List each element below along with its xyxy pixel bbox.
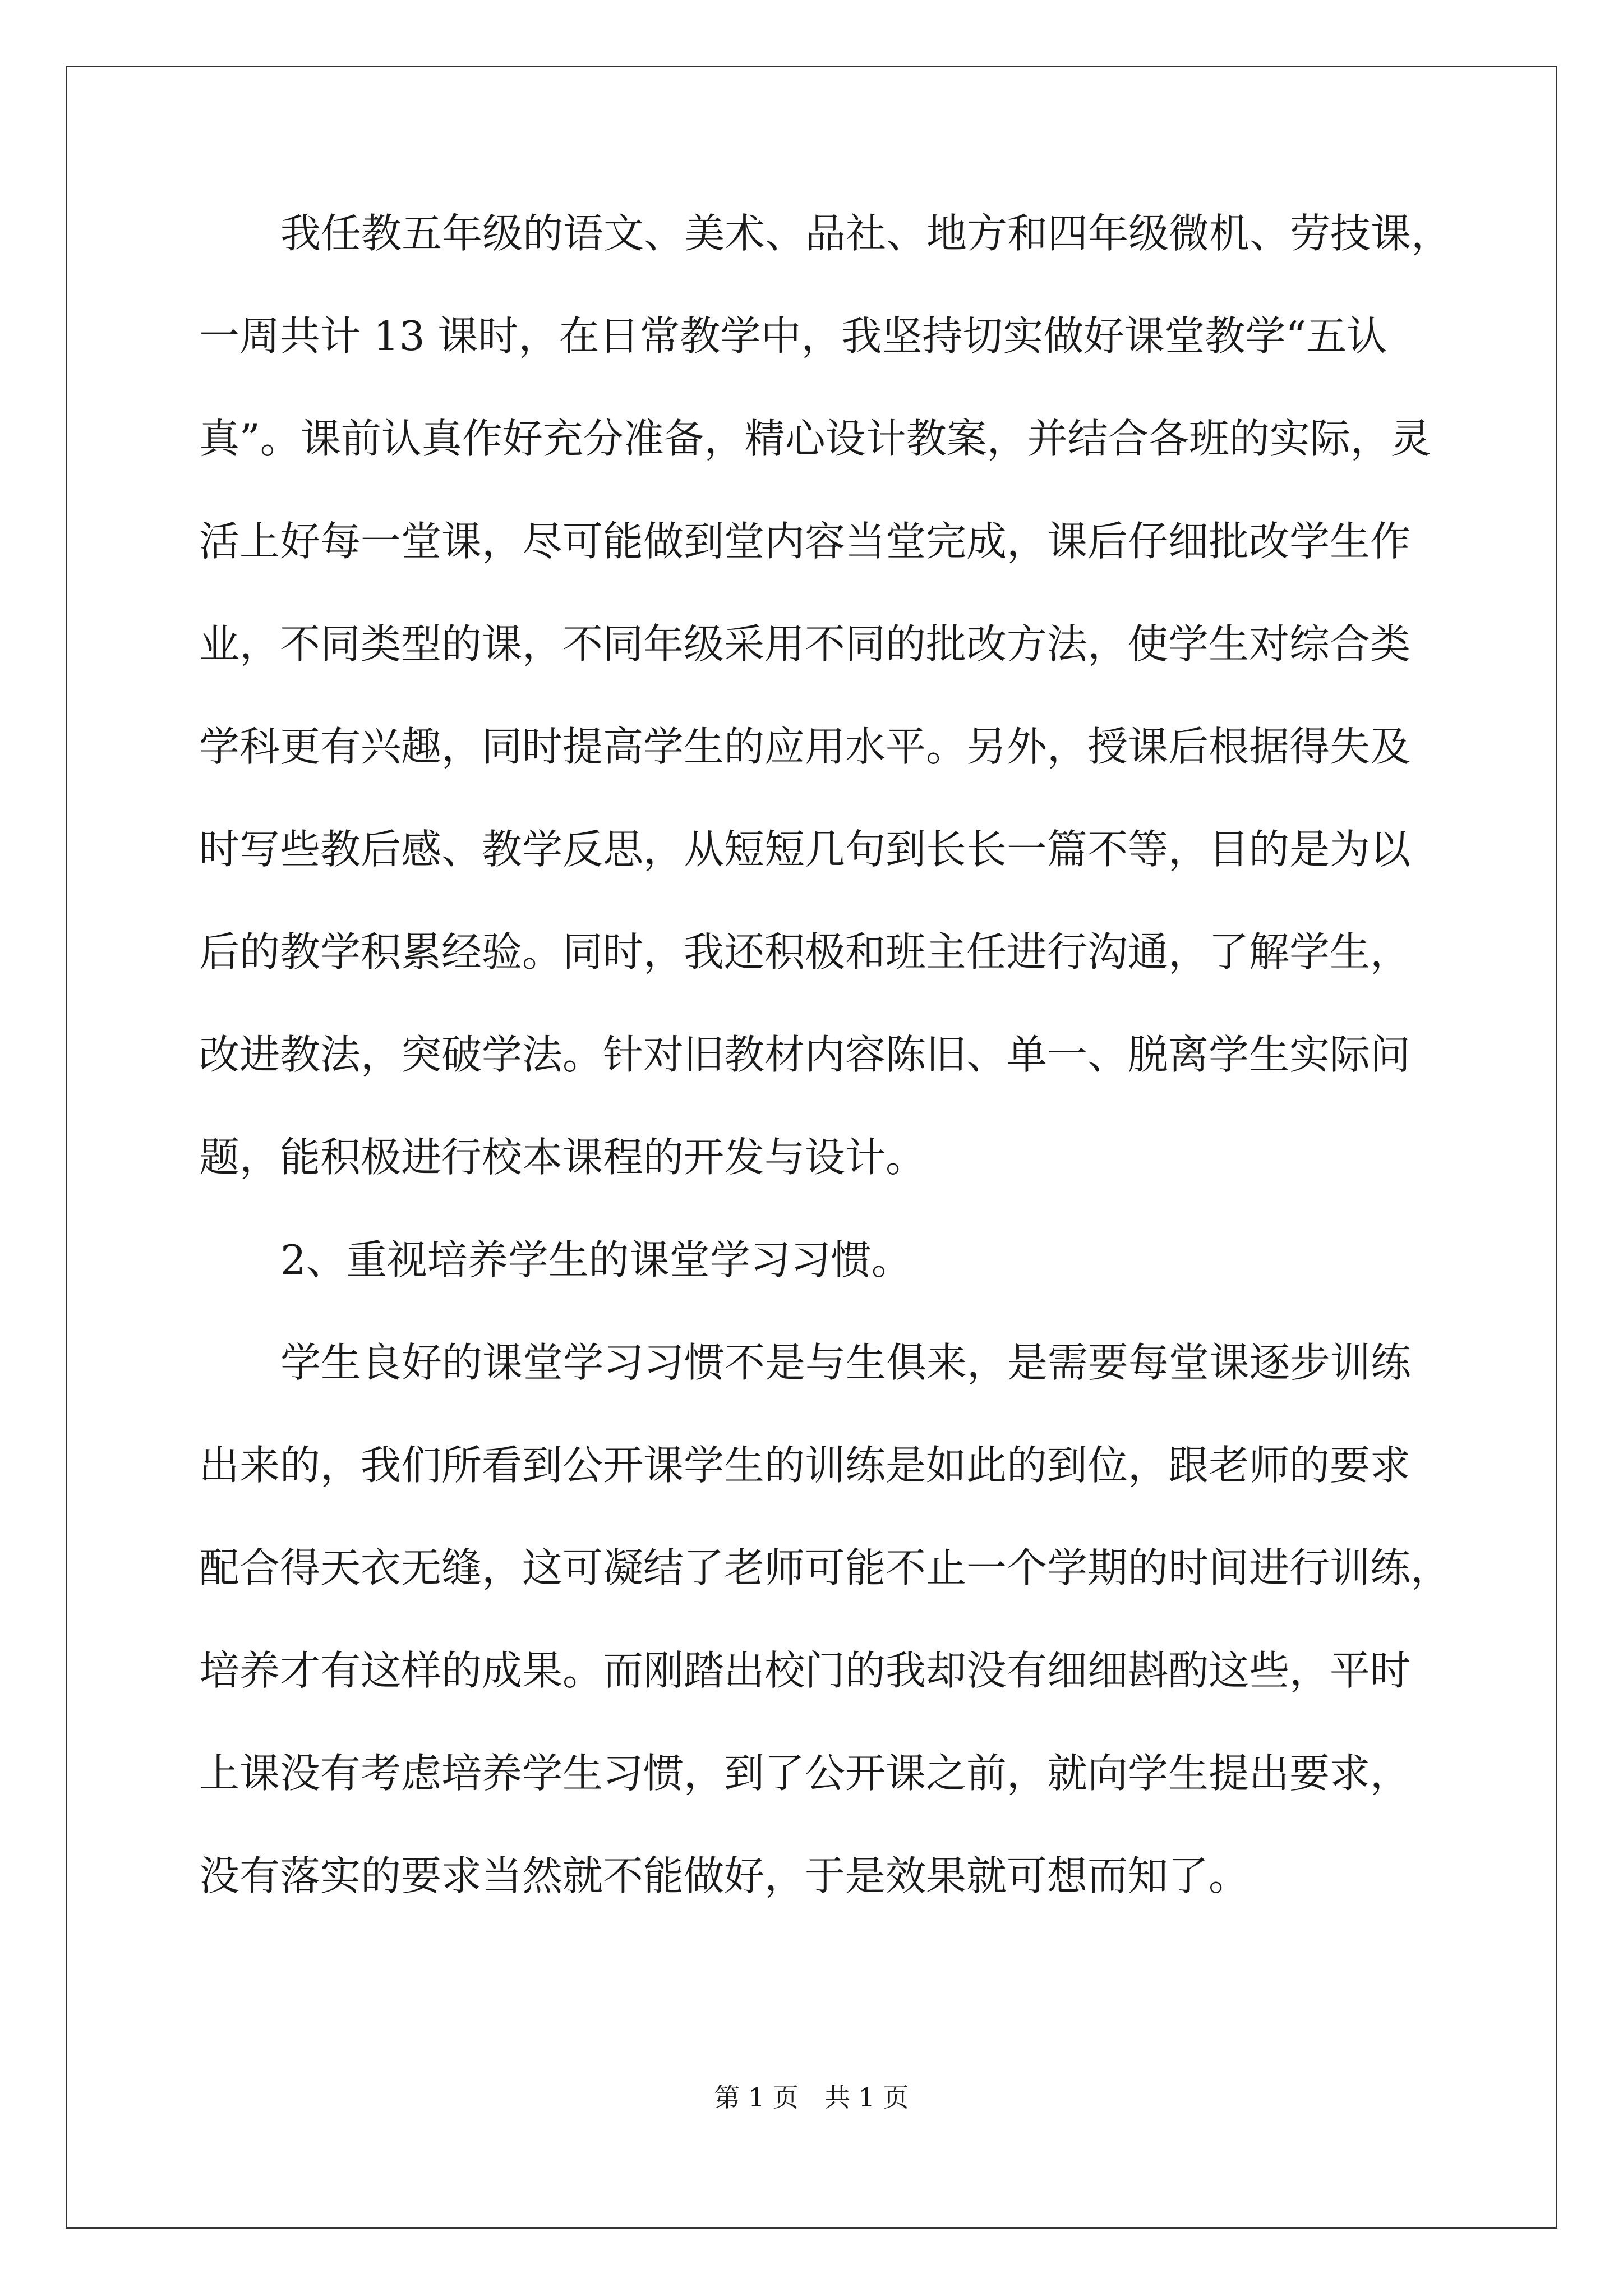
paragraph-line: 配合得天衣无缝，这可凝结了老师可能不止一个学期的时间进行训练， bbox=[199, 1544, 1451, 1591]
paragraph-line: 一周共计 13 课时，在日常教学中，我坚持切实做好课堂教学“五认 bbox=[199, 312, 1387, 360]
paragraph-line: 我任教五年级的语文、美术、品社、地方和四年级微机、劳技课， bbox=[280, 210, 1452, 257]
paragraph-line: 学生良好的课堂学习习惯不是与生俱来，是需要每堂课逐步训练 bbox=[280, 1339, 1412, 1386]
paragraph-line: 时写些教后感、教学反思，从短短几句到长长一篇不等，目的是为以 bbox=[199, 826, 1411, 873]
paragraph-line: 业，不同类型的课，不同年级采用不同的批改方法，使学生对综合类 bbox=[199, 620, 1411, 668]
paragraph-line: 没有落实的要求当然就不能做好，于是效果就可想而知了。 bbox=[199, 1852, 1249, 1899]
paragraph-line: 后的教学积累经验。同时，我还积极和班主任进行沟通，了解学生， bbox=[199, 928, 1411, 976]
section-heading: 2、重视培养学生的课堂学习习惯。 bbox=[280, 1236, 912, 1283]
paragraph-line: 出来的，我们所看到公开课学生的训练是如此的到位，跟老师的要求 bbox=[199, 1442, 1411, 1489]
paragraph-line: 真”。课前认真作好充分准备，精心设计教案，并结合各班的实际，灵 bbox=[199, 415, 1431, 462]
paragraph-line: 活上好每一堂课，尽可能做到堂内容当堂完成，课后仔细批改学生作 bbox=[199, 518, 1411, 565]
paragraph-line: 上课没有考虑培养学生习惯，到了公开课之前，就向学生提出要求， bbox=[199, 1750, 1411, 1797]
document-body bbox=[199, 210, 1455, 1958]
paragraph-line: 学科更有兴趣，同时提高学生的应用水平。另外，授课后根据得失及 bbox=[199, 723, 1411, 770]
paragraph-line: 题，能积极进行校本课程的开发与设计。 bbox=[199, 1134, 926, 1181]
page-footer: 第 1 页 共 1 页 bbox=[714, 2082, 909, 2113]
paragraph-line: 改进教法，突破学法。针对旧教材内容陈旧、单一、脱离学生实际问 bbox=[199, 1031, 1411, 1078]
paragraph-line: 培养才有这样的成果。而刚踏出校门的我却没有细细斟酌这些，平时 bbox=[199, 1647, 1411, 1694]
